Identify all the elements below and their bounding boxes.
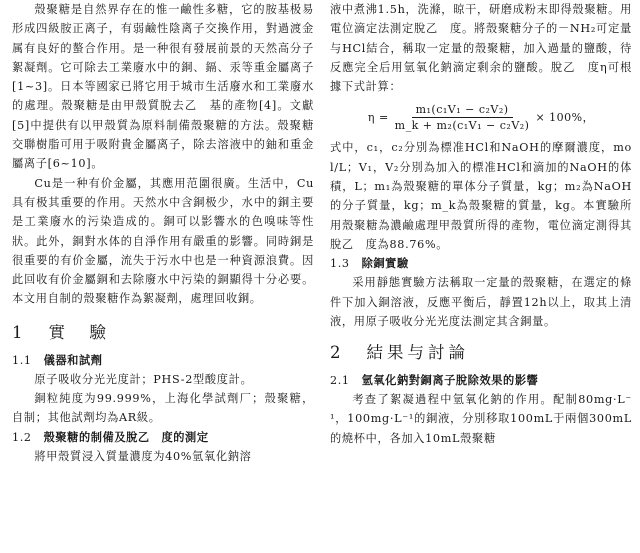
section-1-title: 實 驗	[48, 322, 110, 342]
method-paragraph: 液中煮沸1.5h，洗滌，晾干，研磨成粉末即得殼聚糖。用電位滴定法測定脫乙 度。將殼聚糖分子的－NH₂可定量与HCl結合，稱取一定量的殼聚糖，加入過量的鹽酸，待反應完全后用氫氧化鈉滴定剩余的鹽酸。脫乙 度η可根據下式計算：	[330, 3, 632, 94]
intro-paragraph-1: 殼聚糖是自然界存在的惟一鹼性多糖，它的胺基极易形成四級胺正离子，有弱鹼性陰离子交換作用，對過渡金属有良好的螯合作用。是一种很有發展前景的天然高分子絮凝劑。它可除去工業廢水中的銅、鎘、汞等重金屬离子[1~3]。日本等國家已將它用于城市生活廢水和工業廢水的處理。殼聚糖是由甲殼質脫去乙 基的產物[4]。文獻[5]中提供有以甲殼質為原料制備殼聚糖的方法。殼聚糖交聯樹脂可用于吸附貴金屬离子，除去溶液中的鈾和重金屬离子[6~10]。	[12, 3, 314, 171]
subsection-1-2-title: 殼聚糖的制備及脫乙 度的測定	[43, 429, 209, 444]
subsection-1-3-heading	[330, 254, 632, 273]
subsection-1-3-title: 除銅實驗	[361, 256, 409, 271]
formula-lhs: η =	[367, 110, 389, 124]
subsection-2-1-number: 2.1	[330, 374, 350, 388]
right-column	[330, 0, 632, 448]
section-1-heading	[12, 323, 314, 343]
reagent-line: 銅粒純度为99.999%，上海化學試劑厂；殼聚糖，自制；其他試劑均為AR級。	[12, 392, 314, 425]
variables-paragraph: 式中，c₁，c₂分別為標准HCl和NaOH的摩爾濃度，mol/L；V₁，V₂分別為加入的標准HCl和滴加的NaOH的体積，L；m₁為殼聚糖的單体分子質量，kg；m₂為NaOH的分子質量，kg；m_k為殼聚糖的質量，kg。本實驗所用殼聚糖為濃鹼處理甲殼質所得的產物，電位滴定測得其脫乙 度為88.76%。	[330, 141, 632, 251]
deacetylation-formula	[330, 96, 632, 138]
instrument-line: 原子吸收分光光度計；PHS-2型酸度計。	[34, 372, 253, 386]
section-2-number: 2	[330, 343, 345, 363]
subsection-2-1-title: 氫氧化鈉對銅离子脫除效果的影響	[361, 373, 539, 388]
formula-denominator: m_k + m₂(c₁V₁ − c₂V₂)	[394, 118, 530, 132]
section-2-title: 結果与討論	[366, 343, 469, 363]
section-2-heading	[330, 343, 632, 363]
naoh-effect-paragraph: 考查了絮凝過程中氫氧化鈉的作用。配制80mg·L⁻¹，100mg·L⁻¹的銅液，分別移取100mL于兩個300mL的燒杯中，各加入10mL殼聚糖	[330, 393, 632, 445]
left-column	[12, 0, 314, 466]
subsection-1-2-heading	[12, 428, 314, 447]
formula-fraction	[395, 103, 530, 132]
intro-paragraph-2: Cu是一种有价金屬，其應用范圍很廣。生活中，Cu具有极其重要的作用。天然水中含銅极少，水中的銅主要是工業廢水的污染造成的。銅可以影響水的色嗅味等性狀。此外，銅對水体的自淨作用有嚴重的影響。同時銅是很重要的有价金屬，流失于污水中也是一种資源浪費。因此回收有价金屬銅和去除廢水中污染的銅顯得十分必要。本文用自制的殼聚糖作為絮凝劑，處理回收銅。	[12, 176, 314, 306]
copper-removal-paragraph: 采用靜態實驗方法稱取一定量的殼聚糖，在選定的條件下加入銅溶液，反應平衡后，靜置12h以上，取其上清液，用原子吸收分光光度法測定其含銅量。	[330, 276, 632, 328]
subsection-1-2-number: 1.2	[12, 430, 32, 444]
subsection-1-1-number: 1.1	[12, 353, 32, 367]
subsection-1-1-title: 儀器和試劑	[43, 352, 103, 367]
subsection-1-3-number: 1.3	[330, 257, 350, 271]
formula-numerator: m₁(c₁V₁ − c₂V₂)	[412, 103, 513, 118]
preparation-line: 將甲殼質浸入質量濃度为40%氫氧化鈉溶	[34, 449, 252, 463]
section-1-number: 1	[12, 322, 27, 342]
subsection-2-1-heading	[330, 371, 632, 390]
subsection-1-1-heading	[12, 351, 314, 370]
formula-tail: × 100%，	[535, 111, 595, 125]
